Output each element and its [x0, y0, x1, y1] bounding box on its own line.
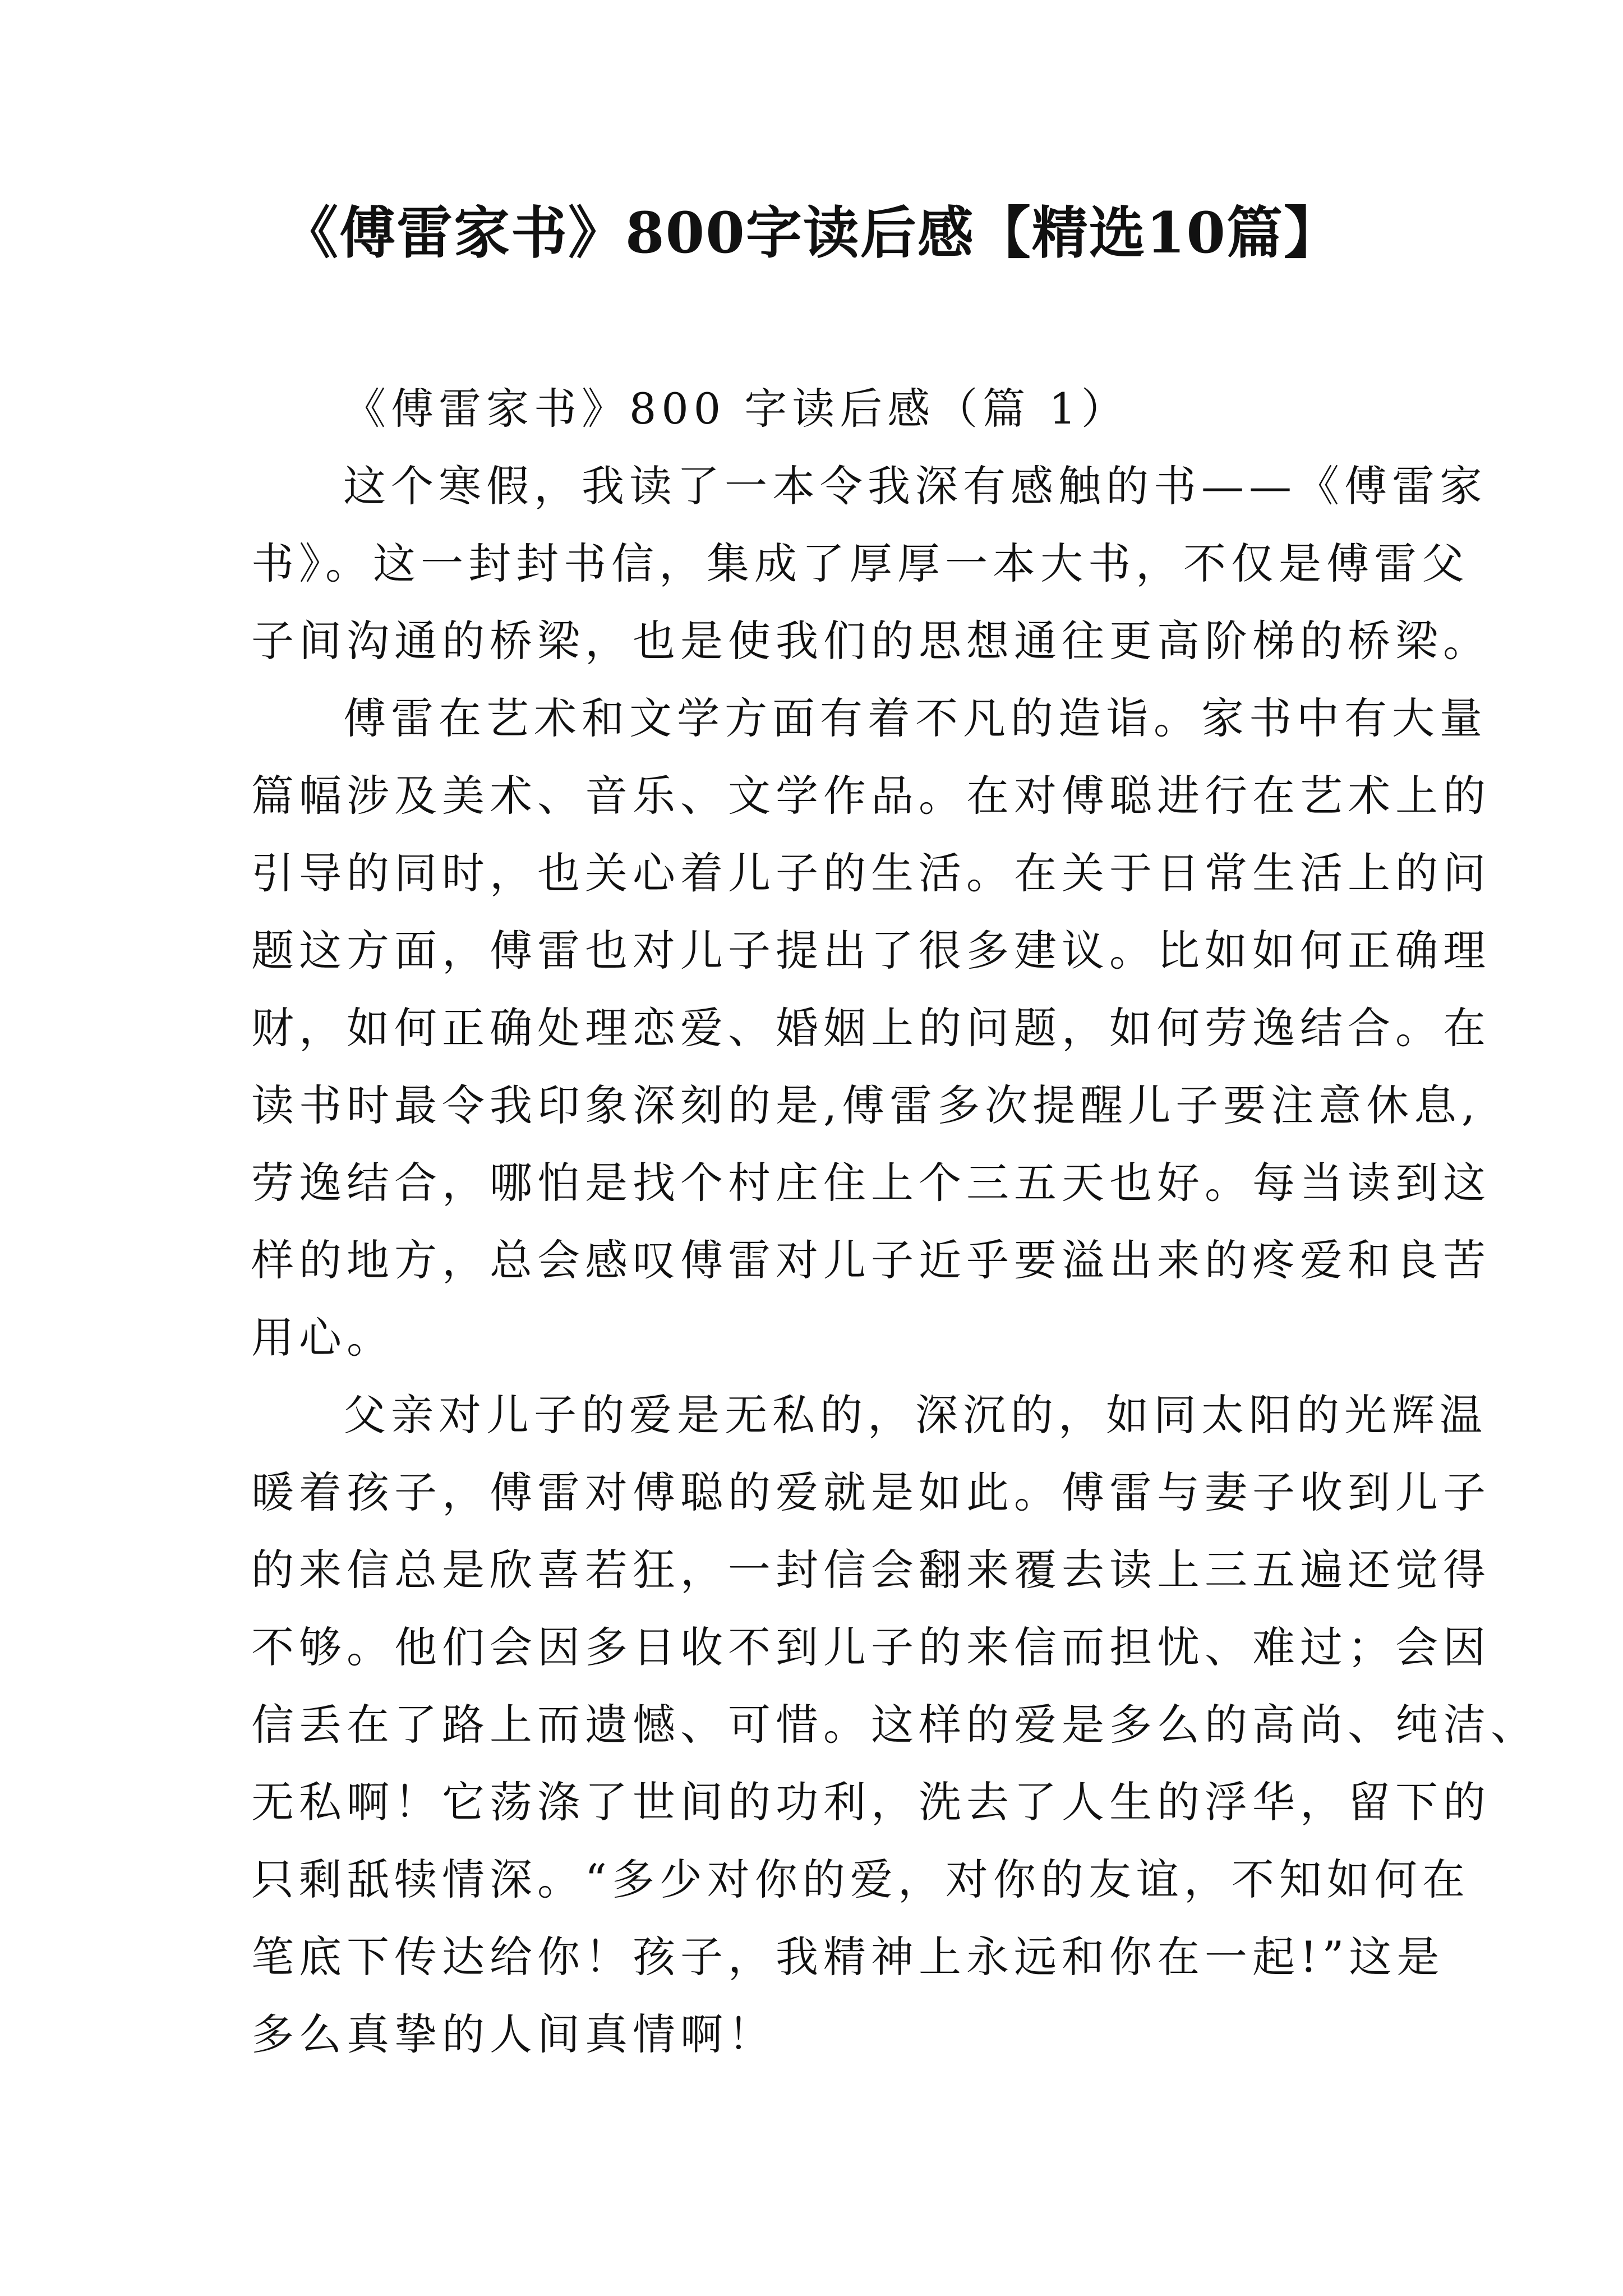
paragraph-line: 不够。他们会因多日收不到儿子的来信而担忧、难过；会因 [251, 1622, 1491, 1672]
paragraph-line: 子间沟通的桥梁，也是使我们的思想通往更高阶梯的桥梁。 [251, 616, 1491, 666]
paragraph-line: 用心。 [251, 1313, 394, 1363]
paragraph-line: 的来信总是欣喜若狂，一封信会翻来覆去读上三五遍还觉得 [251, 1545, 1491, 1595]
paragraph-line: 劳逸结合，哪怕是找个村庄住上个三五天也好。每当读到这 [251, 1158, 1491, 1208]
paragraph-line: 财，如何正确处理恋爱、婚姻上的问题，如何劳逸结合。在 [251, 1003, 1491, 1053]
paragraph-line: 笔底下传达给你！孩子，我精神上永远和你在一起!”这是 [251, 1932, 1445, 1982]
paragraph-line: 书》。这一封封书信，集成了厚厚一本大书，不仅是傅雷父 [251, 539, 1469, 588]
paragraph-line: 父亲对儿子的爱是无私的，深沉的，如同太阳的光辉温 [343, 1390, 1487, 1440]
paragraph-line: 暖着孩子，傅雷对傅聪的爱就是如此。傅雷与妻子收到儿子 [251, 1467, 1491, 1517]
paragraph-line: 读书时最令我印象深刻的是,傅雷多次提醒儿子要注意休息, [251, 1080, 1481, 1130]
paragraph-line: 引导的同时，也关心着儿子的生活。在关于日常生活上的问 [251, 848, 1491, 898]
paragraph-line: 篇幅涉及美术、音乐、文学作品。在对傅聪进行在艺术上的 [251, 771, 1491, 821]
paragraph-line: 样的地方，总会感叹傅雷对儿子近乎要溢出来的疼爱和良苦 [251, 1235, 1491, 1285]
paragraph-line: 无私啊！它荡涤了世间的功利，洗去了人生的浮华，留下的 [251, 1777, 1491, 1827]
paragraph-line: 只剩舐犊情深。“多少对你的爱，对你的友谊，不知如何在 [251, 1855, 1470, 1904]
paragraph-line: 信丢在了路上而遗憾、可惜。这样的爱是多么的高尚、纯洁、 [251, 1700, 1538, 1750]
paragraph-line: 多么真挚的人间真情啊！ [251, 2009, 776, 2059]
paragraph-line: 傅雷在艺术和文学方面有着不凡的造诣。家书中有大量 [343, 693, 1487, 743]
paragraph-line: 题这方面，傅雷也对儿子提出了很多建议。比如如何正确理 [251, 926, 1491, 976]
document-title: 《傅雷家书》800字读后感【精选10篇】 [282, 200, 1341, 266]
section-heading: 《傅雷家书》800 字读后感（篇 1） [343, 384, 1129, 434]
document-body [251, 370, 1538, 2073]
paragraph-line: 这个寒假，我读了一本令我深有感触的书——《傅雷家 [343, 461, 1487, 511]
